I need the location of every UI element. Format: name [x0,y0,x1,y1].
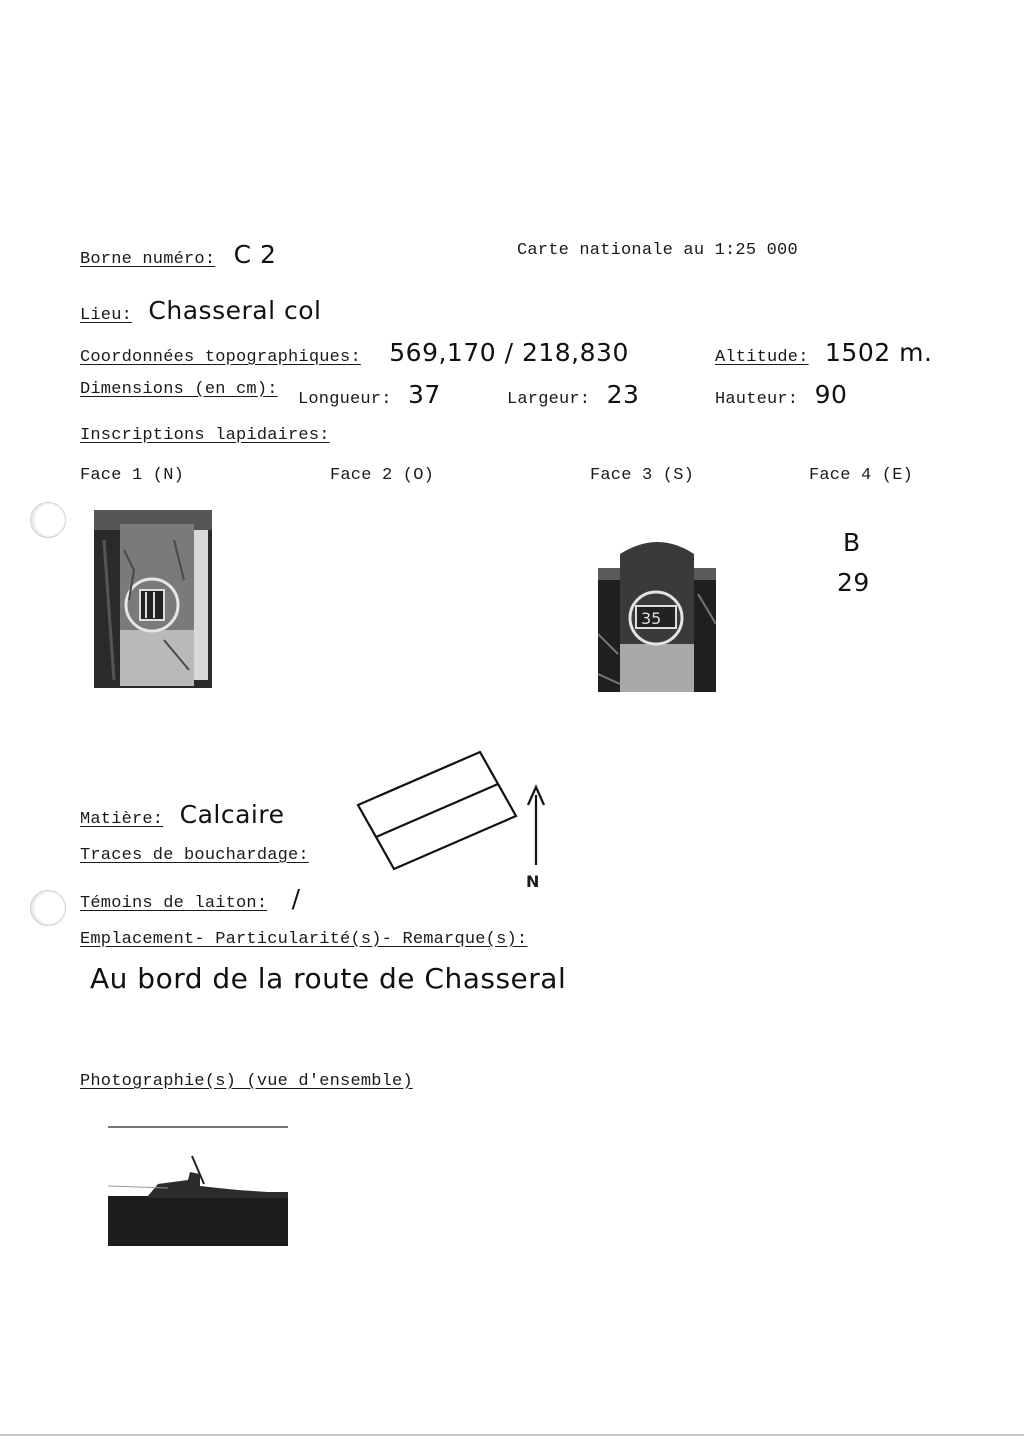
longueur-label: Longueur: [298,390,392,409]
altitude-label: Altitude: [715,348,809,367]
face-4-line-2: 29 [837,568,870,597]
lieu-label: Lieu: [80,306,133,325]
punch-hole-bottom [30,890,66,926]
temoins-value: / [291,884,301,913]
north-label: N [526,872,540,891]
lieu-value: Chasseral col [148,296,322,325]
coordonnees-label: Coordonnées topographiques: [80,348,361,367]
matiere-row [80,800,284,829]
longueur-value: 37 [408,380,441,409]
largeur-value: 23 [606,380,640,409]
face-4-line-1: B [843,528,861,557]
face-3-photo [598,534,716,692]
emplacement-value: Au bord de la route de Chasseral [90,962,567,995]
altitude-value: 1502 m. [825,338,933,367]
hauteur-label: Hauteur: [715,390,799,409]
hauteur-row [715,380,847,409]
face-1-label: Face 1 (N) [80,466,185,485]
temoins-label: Témoins de laiton: [80,894,268,913]
photographies-label: Photographie(s) (vue d'ensemble) [80,1072,413,1091]
largeur-label: Largeur: [507,390,591,409]
emplacement-label: Emplacement- Particularité(s)- Remarque(s): [80,930,528,949]
traces-label: Traces de bouchardage: [80,846,309,865]
borne-value: C 2 [233,240,277,269]
bottom-edge-line [0,1434,1024,1436]
inscriptions-label: Inscriptions lapidaires: [80,426,330,445]
dimensions-label: Dimensions (en cm): [80,380,278,399]
punch-hole-top [30,502,66,538]
lieu-row [80,296,321,325]
dimensions-row [80,380,278,399]
longueur-row [298,380,441,409]
matiere-label: Matière: [80,810,164,829]
coordonnees-value: 569,170 / 218,830 [389,338,629,367]
face-1-photo [94,510,212,688]
altitude-row [715,338,932,367]
face-4-label: Face 4 (E) [809,466,914,485]
coordonnees-row [80,338,629,367]
borne-row [80,240,276,269]
face-2-label: Face 2 (O) [330,466,435,485]
matiere-value: Calcaire [179,800,285,829]
stone-centerline [376,784,498,837]
hauteur-value: 90 [814,380,848,409]
overview-photo [108,1126,288,1246]
svg-text:35: 35 [641,609,662,628]
largeur-row [507,380,639,409]
borne-label: Borne numéro: [80,250,216,269]
temoins-row [80,884,301,913]
orientation-diagram [350,745,550,895]
carte-nationale: Carte nationale au 1:25 000 [517,241,798,260]
face-3-label: Face 3 (S) [590,466,695,485]
